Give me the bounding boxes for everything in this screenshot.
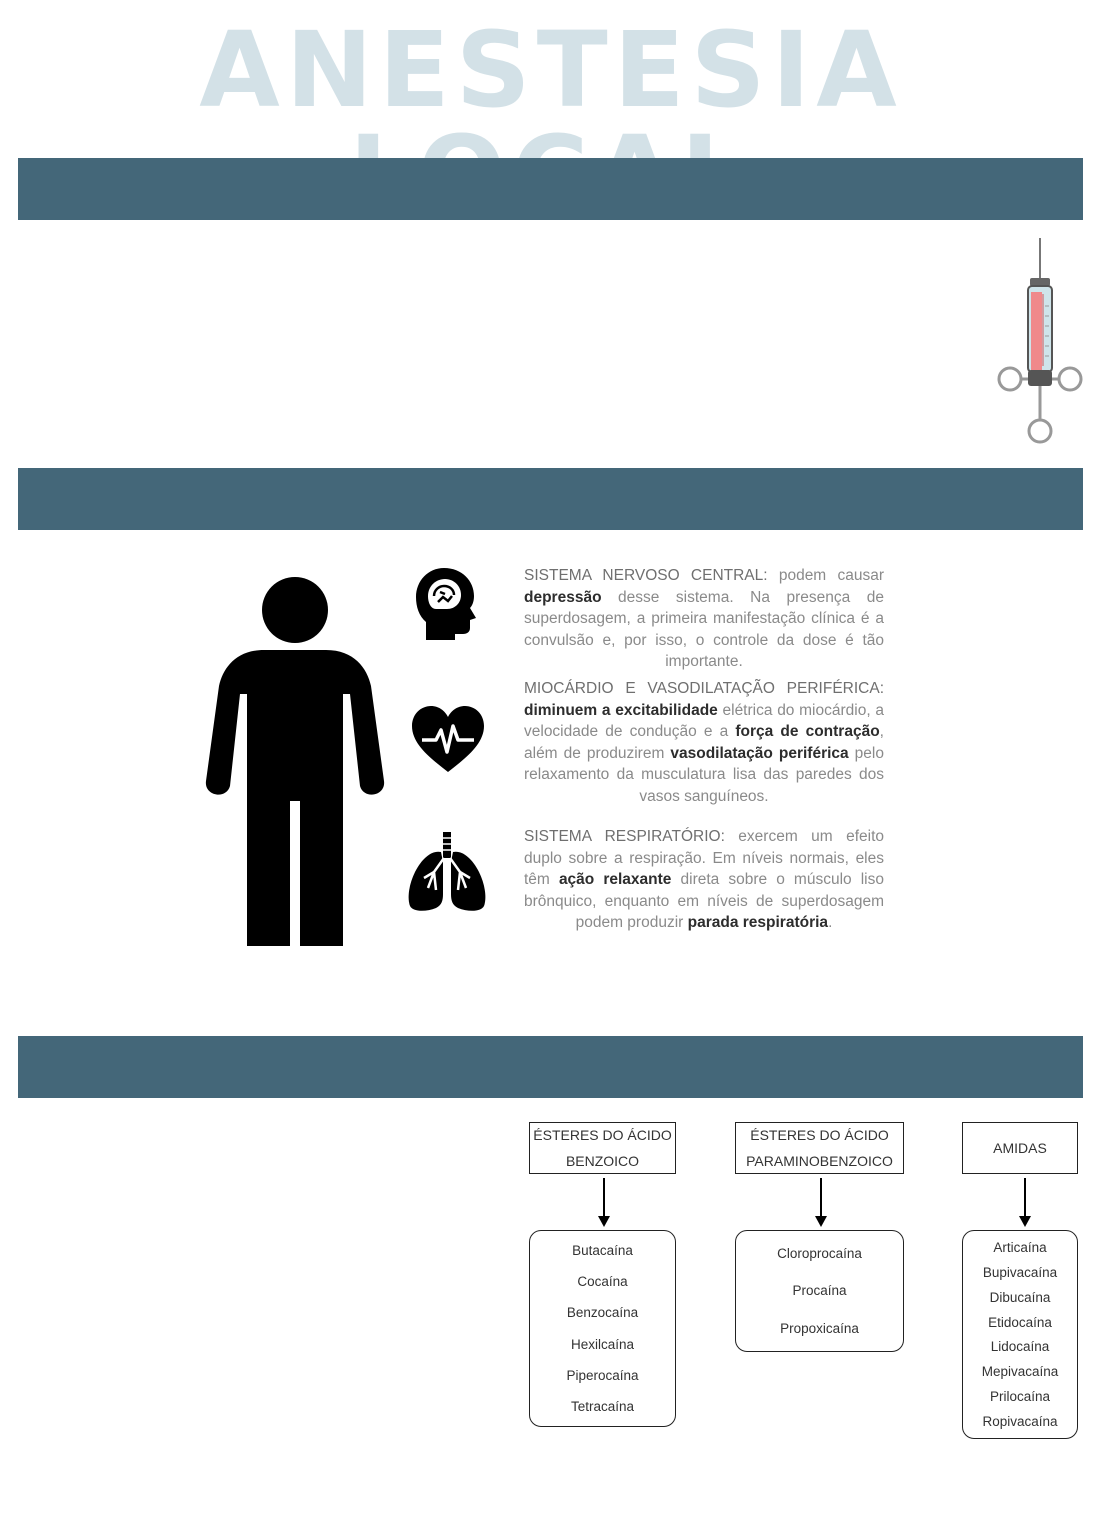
benzoico-list xyxy=(529,1230,676,1427)
list-item: Ropivacaína xyxy=(982,1414,1058,1430)
person-silhouette-icon xyxy=(204,576,386,948)
list-item: Articaína xyxy=(993,1239,1047,1255)
list-item: Piperocaína xyxy=(566,1367,639,1383)
amidas-list xyxy=(962,1230,1078,1439)
heart-text-3: pelo relaxamento da musculatura lisa das paredes dos vasos sanguíneos. xyxy=(524,744,884,805)
resp-text-1: exercem um efeito duplo sobre a respiração. Em níveis normais, eles têm xyxy=(524,828,884,888)
paraminobenzoico-label-line2: PARAMINOBENZOICO xyxy=(746,1153,893,1169)
resp-heading: SISTEMA RESPIRATÓRIO: xyxy=(524,828,725,845)
list-item: Butacaína xyxy=(572,1243,633,1259)
list-item: Propoxicaína xyxy=(780,1320,859,1336)
section-band-1 xyxy=(18,158,1083,220)
list-item: Prilocaína xyxy=(989,1389,1051,1405)
list-item: Etidocaína xyxy=(988,1314,1052,1330)
amidas-label: AMIDAS xyxy=(993,1140,1047,1156)
heart-paragraph xyxy=(524,678,884,807)
arrow-down-icon xyxy=(594,1178,614,1228)
heart-bold-3: vasodilatação periférica xyxy=(670,744,849,762)
heart-text-2: , além de produzirem xyxy=(524,723,884,762)
list-item: Mepivacaína xyxy=(981,1364,1059,1380)
list-item: Lidocaína xyxy=(990,1339,1050,1355)
heart-heading: MIOCÁRDIO E VASODILATAÇÃO PERIFÉRICA: xyxy=(524,680,884,697)
cns-text-1: podem causar xyxy=(767,567,884,584)
benzoico-label-line2: BENZOICO xyxy=(565,1153,640,1169)
heart-bold-1: diminuem a excitabilidade xyxy=(524,701,718,719)
arrow-down-icon xyxy=(811,1178,831,1228)
syringe-icon xyxy=(995,236,1085,446)
benzoico-header-box xyxy=(529,1122,676,1174)
benzoico-label-line1: ÉSTERES DO ÁCIDO xyxy=(533,1127,672,1143)
list-item: Benzocaína xyxy=(566,1305,639,1321)
heart-text-1: elétrica do miocárdio, a velocidade de condução e a xyxy=(524,701,884,740)
list-item: Bupivacaína xyxy=(982,1264,1058,1280)
resp-bold-2: parada respiratória xyxy=(687,914,829,931)
resp-paragraph xyxy=(524,826,884,934)
resp-text-2: direta sobre o músculo liso brônquico, enquanto em níveis de superdosagem podem produzir xyxy=(524,871,884,931)
cns-paragraph xyxy=(524,565,884,673)
list-item: Hexilcaína xyxy=(570,1336,635,1352)
heart-pulse-icon xyxy=(410,704,486,774)
list-item: Dibucaína xyxy=(989,1289,1051,1305)
cns-heading: SISTEMA NERVOSO CENTRAL: xyxy=(524,567,768,584)
paraminobenzoico-label-line1: ÉSTERES DO ÁCIDO xyxy=(750,1127,889,1143)
resp-bold-1: ação relaxante xyxy=(558,871,672,888)
brain-head-icon xyxy=(414,566,480,640)
cns-bold-1: depressão xyxy=(524,588,602,606)
lungs-icon xyxy=(406,832,488,914)
section-band-2 xyxy=(18,468,1083,530)
page-title: ANESTESIA xyxy=(199,9,903,131)
list-item: Cocaína xyxy=(577,1274,628,1290)
cns-text-2: desse sistema. Na presença de superdosagem, a primeira manifestação clínica é a convulsão e, por isso, o controle da dose é tão importante. xyxy=(524,588,884,670)
amidas-header-box xyxy=(962,1122,1078,1174)
list-item: Cloroprocaína xyxy=(777,1246,862,1262)
list-item: Procaína xyxy=(792,1283,847,1299)
section-band-3 xyxy=(18,1036,1083,1098)
paraminobenzoico-header-box xyxy=(735,1122,904,1174)
list-item: Tetracaína xyxy=(570,1398,635,1414)
arrow-down-icon xyxy=(1015,1178,1035,1228)
paraminobenzoico-list xyxy=(735,1230,904,1352)
resp-text-3: . xyxy=(828,914,833,931)
heart-bold-2: força de contração xyxy=(735,723,880,740)
